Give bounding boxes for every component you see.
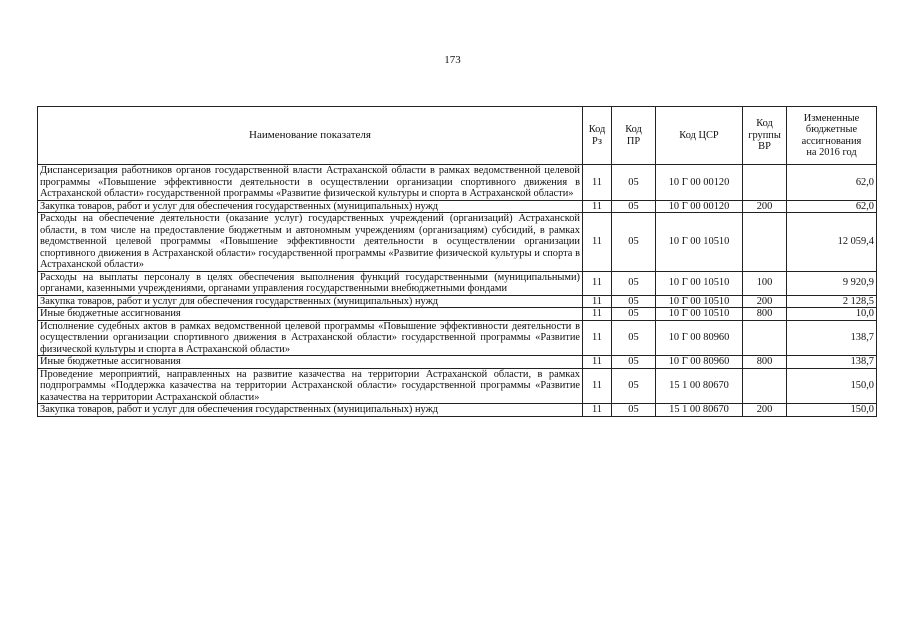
row-pr: 05	[612, 165, 656, 201]
table-row	[38, 213, 877, 272]
row-rz: 11	[583, 356, 612, 369]
row-rz: 11	[583, 200, 612, 213]
table-row	[38, 165, 877, 201]
row-name: Расходы на обеспечение деятельности (оказание услуг) государственных учреждений (организаций) Астраханской области, в том числе на предоставление бюджетным и автономным учреждениям (организациям) субсидий, в рамках ведомственной целевой программы «Повышение эффективности деятельности в осуществлении организации спортивного движения в Астраханской области» государственной программы «Развитие физической культуры и спорта в Астраханской области»	[38, 213, 583, 272]
row-rz: 11	[583, 320, 612, 356]
row-amount: 62,0	[787, 165, 877, 201]
header-rz-line2: Рз	[592, 135, 602, 147]
row-csr: 10 Г 00 00120	[656, 200, 743, 213]
row-amount: 138,7	[787, 356, 877, 369]
table-row	[38, 320, 877, 356]
row-amount: 10,0	[787, 308, 877, 321]
row-amount: 2 128,5	[787, 295, 877, 308]
header-amount-line2: бюджетные	[805, 124, 858, 135]
row-pr: 05	[612, 271, 656, 295]
header-amount-line1: Измененные	[803, 112, 860, 124]
row-csr: 15 1 00 80670	[656, 368, 743, 404]
row-csr: 10 Г 00 10510	[656, 308, 743, 321]
table-row	[38, 295, 877, 308]
row-rz: 11	[583, 404, 612, 417]
row-pr: 05	[612, 320, 656, 356]
header-name: Наименование показателя	[38, 107, 583, 165]
row-vr: 800	[743, 356, 787, 369]
row-amount: 150,0	[787, 368, 877, 404]
row-vr: 200	[743, 295, 787, 308]
row-vr	[743, 320, 787, 356]
row-amount: 138,7	[787, 320, 877, 356]
header-pr-line1: Код	[625, 124, 642, 135]
row-csr: 10 Г 00 10510	[656, 213, 743, 272]
header-rz-line1: Код	[588, 124, 606, 135]
table-row	[38, 404, 877, 417]
page-number: 173	[444, 54, 461, 66]
row-name: Иные бюджетные ассигнования	[38, 308, 583, 321]
header-csr: Код ЦСР	[656, 107, 743, 165]
header-pr-line2: ПР	[626, 135, 641, 147]
row-csr: 10 Г 00 10510	[656, 271, 743, 295]
row-csr: 10 Г 00 80960	[656, 356, 743, 369]
row-name: Закупка товаров, работ и услуг для обеспечения государственных (муниципальных) нужд	[38, 200, 583, 213]
row-rz: 11	[583, 165, 612, 201]
header-vr	[743, 107, 787, 165]
row-csr: 10 Г 00 00120	[656, 165, 743, 201]
row-pr: 05	[612, 213, 656, 272]
row-amount: 12 059,4	[787, 213, 877, 272]
row-name: Закупка товаров, работ и услуг для обеспечения государственных (муниципальных) нужд	[38, 295, 583, 308]
header-amount	[787, 107, 877, 165]
table-header-row	[38, 107, 877, 165]
row-vr	[743, 165, 787, 201]
header-vr-line3: ВР	[758, 141, 771, 153]
header-vr-line2: группы	[748, 129, 781, 141]
header-rz	[583, 107, 612, 165]
row-name: Расходы на выплаты персоналу в целях обеспечения выполнения функций государственными (муниципальными) органами, казенными учреждениями, органами управления государственными внебюджетными фондами	[38, 271, 583, 295]
budget-table	[37, 106, 877, 417]
row-vr: 800	[743, 308, 787, 321]
table-row	[38, 368, 877, 404]
row-amount: 150,0	[787, 404, 877, 417]
row-vr	[743, 213, 787, 272]
row-name: Проведение мероприятий, направленных на развитие казачества на территории Астраханской области, в рамках подпрограммы «Поддержка казачества на территории Астраханской области» государственной программы «Развитие казачества на территории Астраханской области»	[38, 368, 583, 404]
row-rz: 11	[583, 295, 612, 308]
header-amount-line3: ассигнования	[801, 135, 862, 147]
table-row	[38, 356, 877, 369]
table-row	[38, 200, 877, 213]
row-pr: 05	[612, 368, 656, 404]
row-rz: 11	[583, 213, 612, 272]
row-name: Закупка товаров, работ и услуг для обеспечения государственных (муниципальных) нужд	[38, 404, 583, 417]
row-name: Иные бюджетные ассигнования	[38, 356, 583, 369]
table-row	[38, 271, 877, 295]
row-rz: 11	[583, 308, 612, 321]
row-pr: 05	[612, 295, 656, 308]
row-vr	[743, 368, 787, 404]
row-rz: 11	[583, 368, 612, 404]
row-vr: 200	[743, 200, 787, 213]
row-pr: 05	[612, 200, 656, 213]
row-vr: 200	[743, 404, 787, 417]
row-csr: 15 1 00 80670	[656, 404, 743, 417]
row-pr: 05	[612, 308, 656, 321]
row-vr: 100	[743, 271, 787, 295]
header-amount-line4: на 2016 год	[806, 147, 857, 158]
row-rz: 11	[583, 271, 612, 295]
row-amount: 9 920,9	[787, 271, 877, 295]
table-row	[38, 308, 877, 321]
row-amount: 62,0	[787, 200, 877, 213]
row-pr: 05	[612, 356, 656, 369]
header-pr	[612, 107, 656, 165]
row-name: Диспансеризация работников органов государственной власти Астраханской области в рамках ведомственной целевой программы «Повышение эффективности деятельности в осуществлении организации спортивного движения в Астраханской области» государственной программы «Развитие физической культуры и спорта в Астраханской области»	[38, 165, 583, 201]
header-vr-line1: Код	[756, 118, 773, 130]
row-pr: 05	[612, 404, 656, 417]
row-name: Исполнение судебных актов в рамках ведомственной целевой программы «Повышение эффективности деятельности в осуществлении организации спортивного движения в Астраханской области» государственной программы «Развитие физической культуры и спорта в Астраханской области»	[38, 320, 583, 356]
row-csr: 10 Г 00 80960	[656, 320, 743, 356]
row-csr: 10 Г 00 10510	[656, 295, 743, 308]
